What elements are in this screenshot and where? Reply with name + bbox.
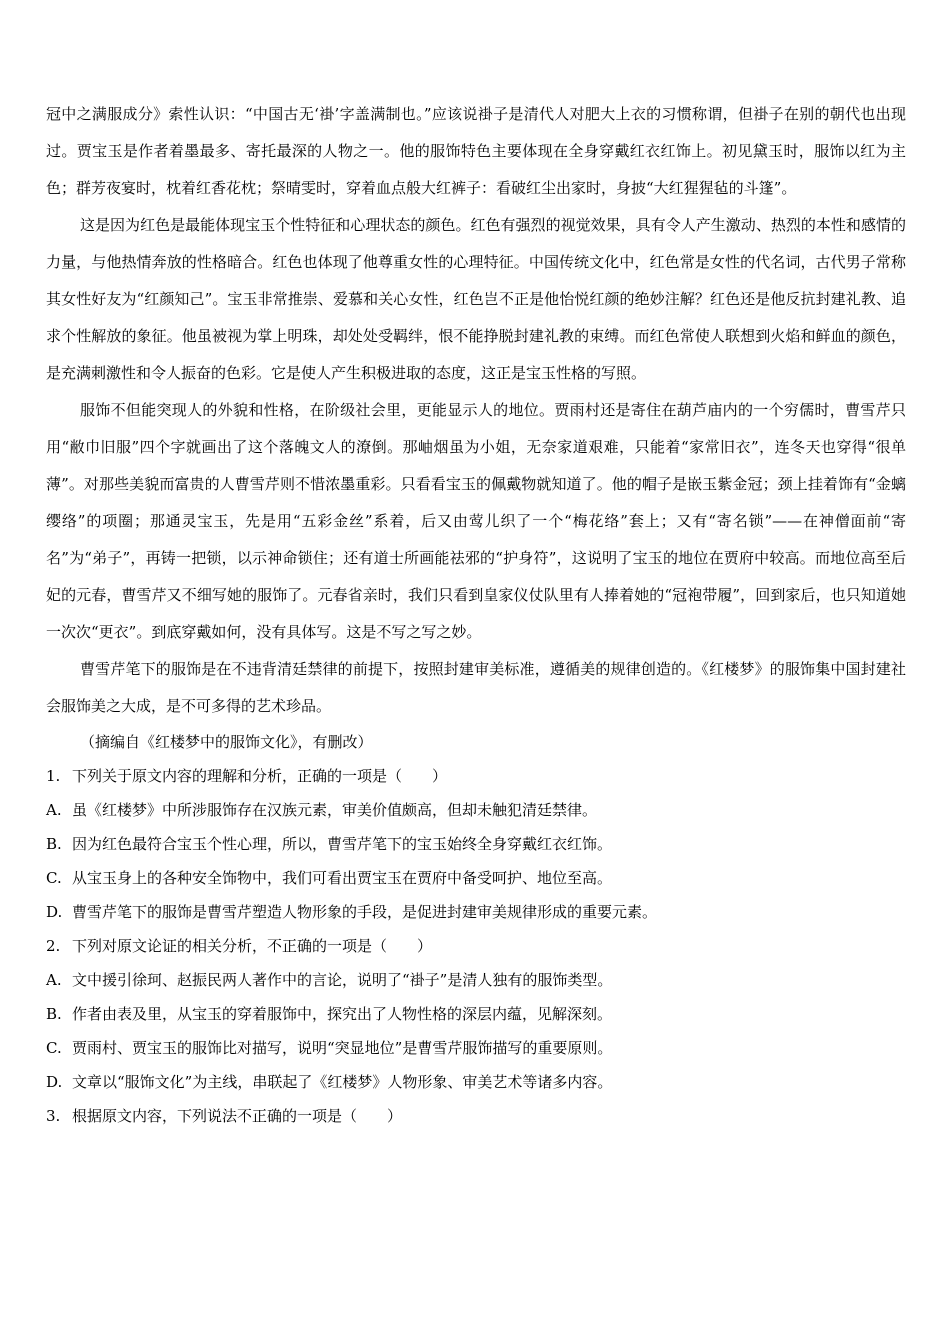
option-b[interactable] [46,827,906,861]
option-label: C. [46,1039,62,1057]
article-paragraph-1: 冠中之满服成分》索性认识：“中国古无‘褂’字盖满制也。”应该说褂子是清代人对肥大上衣的习惯称谓，但褂子在别的朝代也出现过。贾宝玉是作者着墨最多、寄托最深的人物之一。他的服饰特色主要体现在全身穿戴红衣红饰上。初见黛玉时，服饰以红为主色；群芳夜宴时，枕着红香花枕；祭晴雯时，穿着血点般大红裤子：看破红尘出家时，身披“大红猩猩毡的斗篷”。 [46,105,906,197]
article-source: （摘编自《红楼梦中的服饰文化》，有删改） [80,733,373,751]
question-stem [46,929,906,963]
question-text: 根据原文内容，下列说法不正确的一项是（ ） [72,1107,403,1125]
article-paragraph-4: 曹雪芹笔下的服饰是在不违背清廷禁律的前提下，按照封建审美标准，遵循美的规律创造的。《红楼梦》的服饰集中国封建社会服饰美之大成，是不可多得的艺术珍品。 [46,660,906,715]
option-text: 作者由表及里，从宝玉的穿着服饰中，探究出了人物性格的深层内蕴，见解深刻。 [72,1005,613,1023]
question-text: 下列对原文论证的相关分析，不正确的一项是（ ） [72,937,433,955]
option-a[interactable] [46,963,906,997]
option-label: D. [46,1073,63,1091]
article-paragraph-2: 这是因为红色是最能体现宝玉个性特征和心理状态的颜色。红色有强烈的视觉效果，具有令人产生激动、热烈的本性和感情的力量，与他热情奔放的性格暗合。红色也体现了他尊重女性的心理特征。中国传统文化中，红色常是女性的代名词，古代男子常称其女性好友为“红颜知己”。宝玉非常推崇、爱慕和关心女性，红色岂不正是他怡悦红颜的绝妙注解？红色还是他反抗封建礼教、追求个性解放的象征。他虽被视为掌上明珠，却处处受羁绊，恨不能挣脱封建礼教的束缚。而红色常使人联想到火焰和鲜血的颜色，是充满刺激性和令人振奋的色彩。它是使人产生积极进取的态度，这正是宝玉性格的写照。 [46,216,906,382]
document-body [46,96,906,1133]
option-d[interactable] [46,895,906,929]
option-text: 从宝玉身上的各种安全饰物中，我们可看出贾宝玉在贾府中备受呵护、地位至高。 [72,869,613,887]
option-text: 虽《红楼梦》中所涉服饰存在汉族元素，审美价值颇高，但却未触犯清廷禁律。 [72,801,598,819]
option-label: B. [46,835,62,853]
option-b[interactable] [46,997,906,1031]
option-d[interactable] [46,1065,906,1099]
question-number: 3. [46,1107,61,1125]
question-stem [46,1099,906,1133]
question-1 [46,759,906,929]
question-stem [46,759,906,793]
question-2 [46,929,906,1099]
option-text: 贾雨村、贾宝玉的服饰比对描写，说明“突显地位”是曹雪芹服饰描写的重要原则。 [72,1039,613,1057]
option-text: 因为红色最符合宝玉个性心理，所以，曹雪芹笔下的宝玉始终全身穿戴红衣红饰。 [72,835,613,853]
option-text: 文章以“服饰文化”为主线，串联起了《红楼梦》人物形象、审美艺术等诸多内容。 [72,1073,613,1091]
question-number: 2. [46,937,61,955]
option-label: A. [46,971,62,989]
option-label: A. [46,801,62,819]
question-3 [46,1099,906,1133]
option-label: D. [46,903,63,921]
question-text: 下列关于原文内容的理解和分析，正确的一项是（ ） [72,767,448,785]
article-paragraph-3: 服饰不但能突现人的外貌和性格，在阶级社会里，更能显示人的地位。贾雨村还是寄住在葫芦庙内的一个穷儒时，曹雪芹只用“敝巾旧服”四个字就画出了这个落魄文人的潦倒。那岫烟虽为小姐，无奈家道艰难，只能着“家常旧衣”，连冬天也穿得“很单薄”。对那些美貌而富贵的人曹雪芹则不惜浓墨重彩。只看看宝玉的佩戴物就知道了。他的帽子是嵌玉紫金冠；颈上挂着饰有“金螭缨络”的项圈；那通灵宝玉，先是用“五彩金丝”系着，后又由莺儿织了一个“梅花络”套上；又有“寄名锁”——在神僧面前“寄名”为“弟子”，再铸一把锁，以示神命锁住；还有道士所画能祛邪的“护身符”，这说明了宝玉的地位在贾府中较高。而地位高至后妃的元春，曹雪芹又不细写她的服饰了。元春省亲时，我们只看到皇家仪仗队里有人捧着她的“冠袍带履”，回到家后，也只知道她一次次“更衣”。到底穿戴如何，没有具体写。这是不写之写之妙。 [46,401,906,641]
option-c[interactable] [46,1031,906,1065]
option-label: B. [46,1005,62,1023]
option-text: 曹雪芹笔下的服饰是曹雪芹塑造人物形象的手段，是促进封建审美规律形成的重要元素。 [72,903,658,921]
option-text: 文中援引徐珂、赵振民两人著作中的言论，说明了“褂子”是清人独有的服饰类型。 [72,971,613,989]
option-label: C. [46,869,62,887]
question-number: 1. [46,767,61,785]
option-a[interactable] [46,793,906,827]
option-c[interactable] [46,861,906,895]
